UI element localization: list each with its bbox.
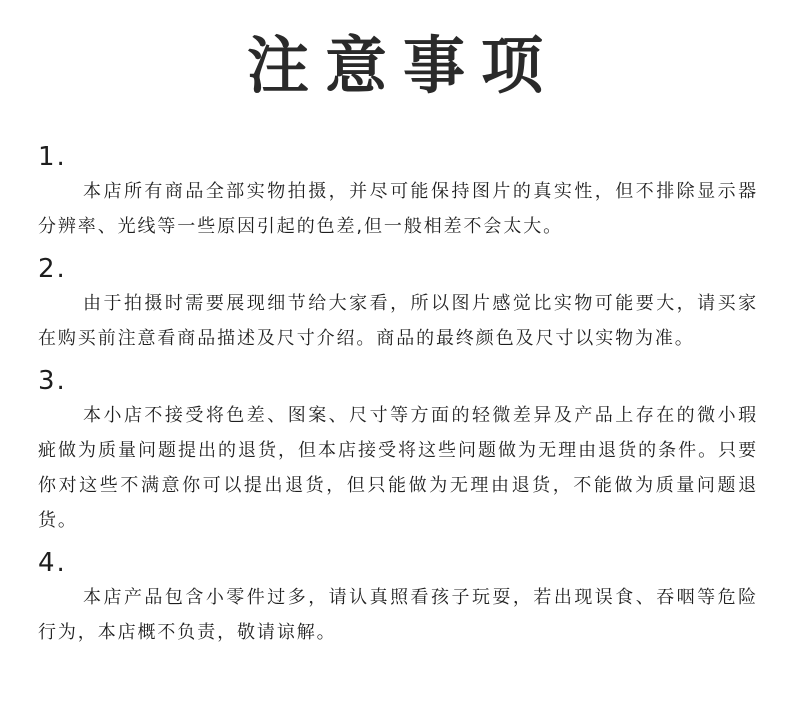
page-title: 注意事项 <box>246 29 559 102</box>
notice-item-1 <box>38 140 758 244</box>
notice-text: 由于拍摄时需要展现细节给大家看，所以图片感觉比实物可能要大，请买家在购买前注意看商品描述及尺寸介绍。商品的最终颜色及尺寸以实物为准。 <box>38 293 758 349</box>
notice-number: 3. <box>38 366 67 396</box>
notice-number: 1. <box>38 142 67 172</box>
notice-number: 2. <box>38 254 67 284</box>
notice-text: 本店产品包含小零件过多，请认真照看孩子玩耍，若出现误食、吞咽等危险行为，本店概不负责，敬请谅解。 <box>38 587 758 643</box>
notice-item-3 <box>38 364 758 538</box>
notice-list <box>38 140 758 650</box>
notice-item-2 <box>38 252 758 356</box>
notice-text: 本店所有商品全部实物拍摄，并尽可能保持图片的真实性，但不排除显示器分辨率、光线等一些原因引起的色差,但一般相差不会太大。 <box>38 181 758 237</box>
notice-text: 本小店不接受将色差、图案、尺寸等方面的轻微差异及产品上存在的微小瑕疵做为质量问题提出的退货，但本店接受将这些问题做为无理由退货的条件。只要你对这些不满意你可以提出退货，但只能做为无理由退货，不能做为质量问题退货。 <box>38 405 758 531</box>
notice-number: 4. <box>38 548 67 578</box>
notice-item-4 <box>38 546 758 650</box>
